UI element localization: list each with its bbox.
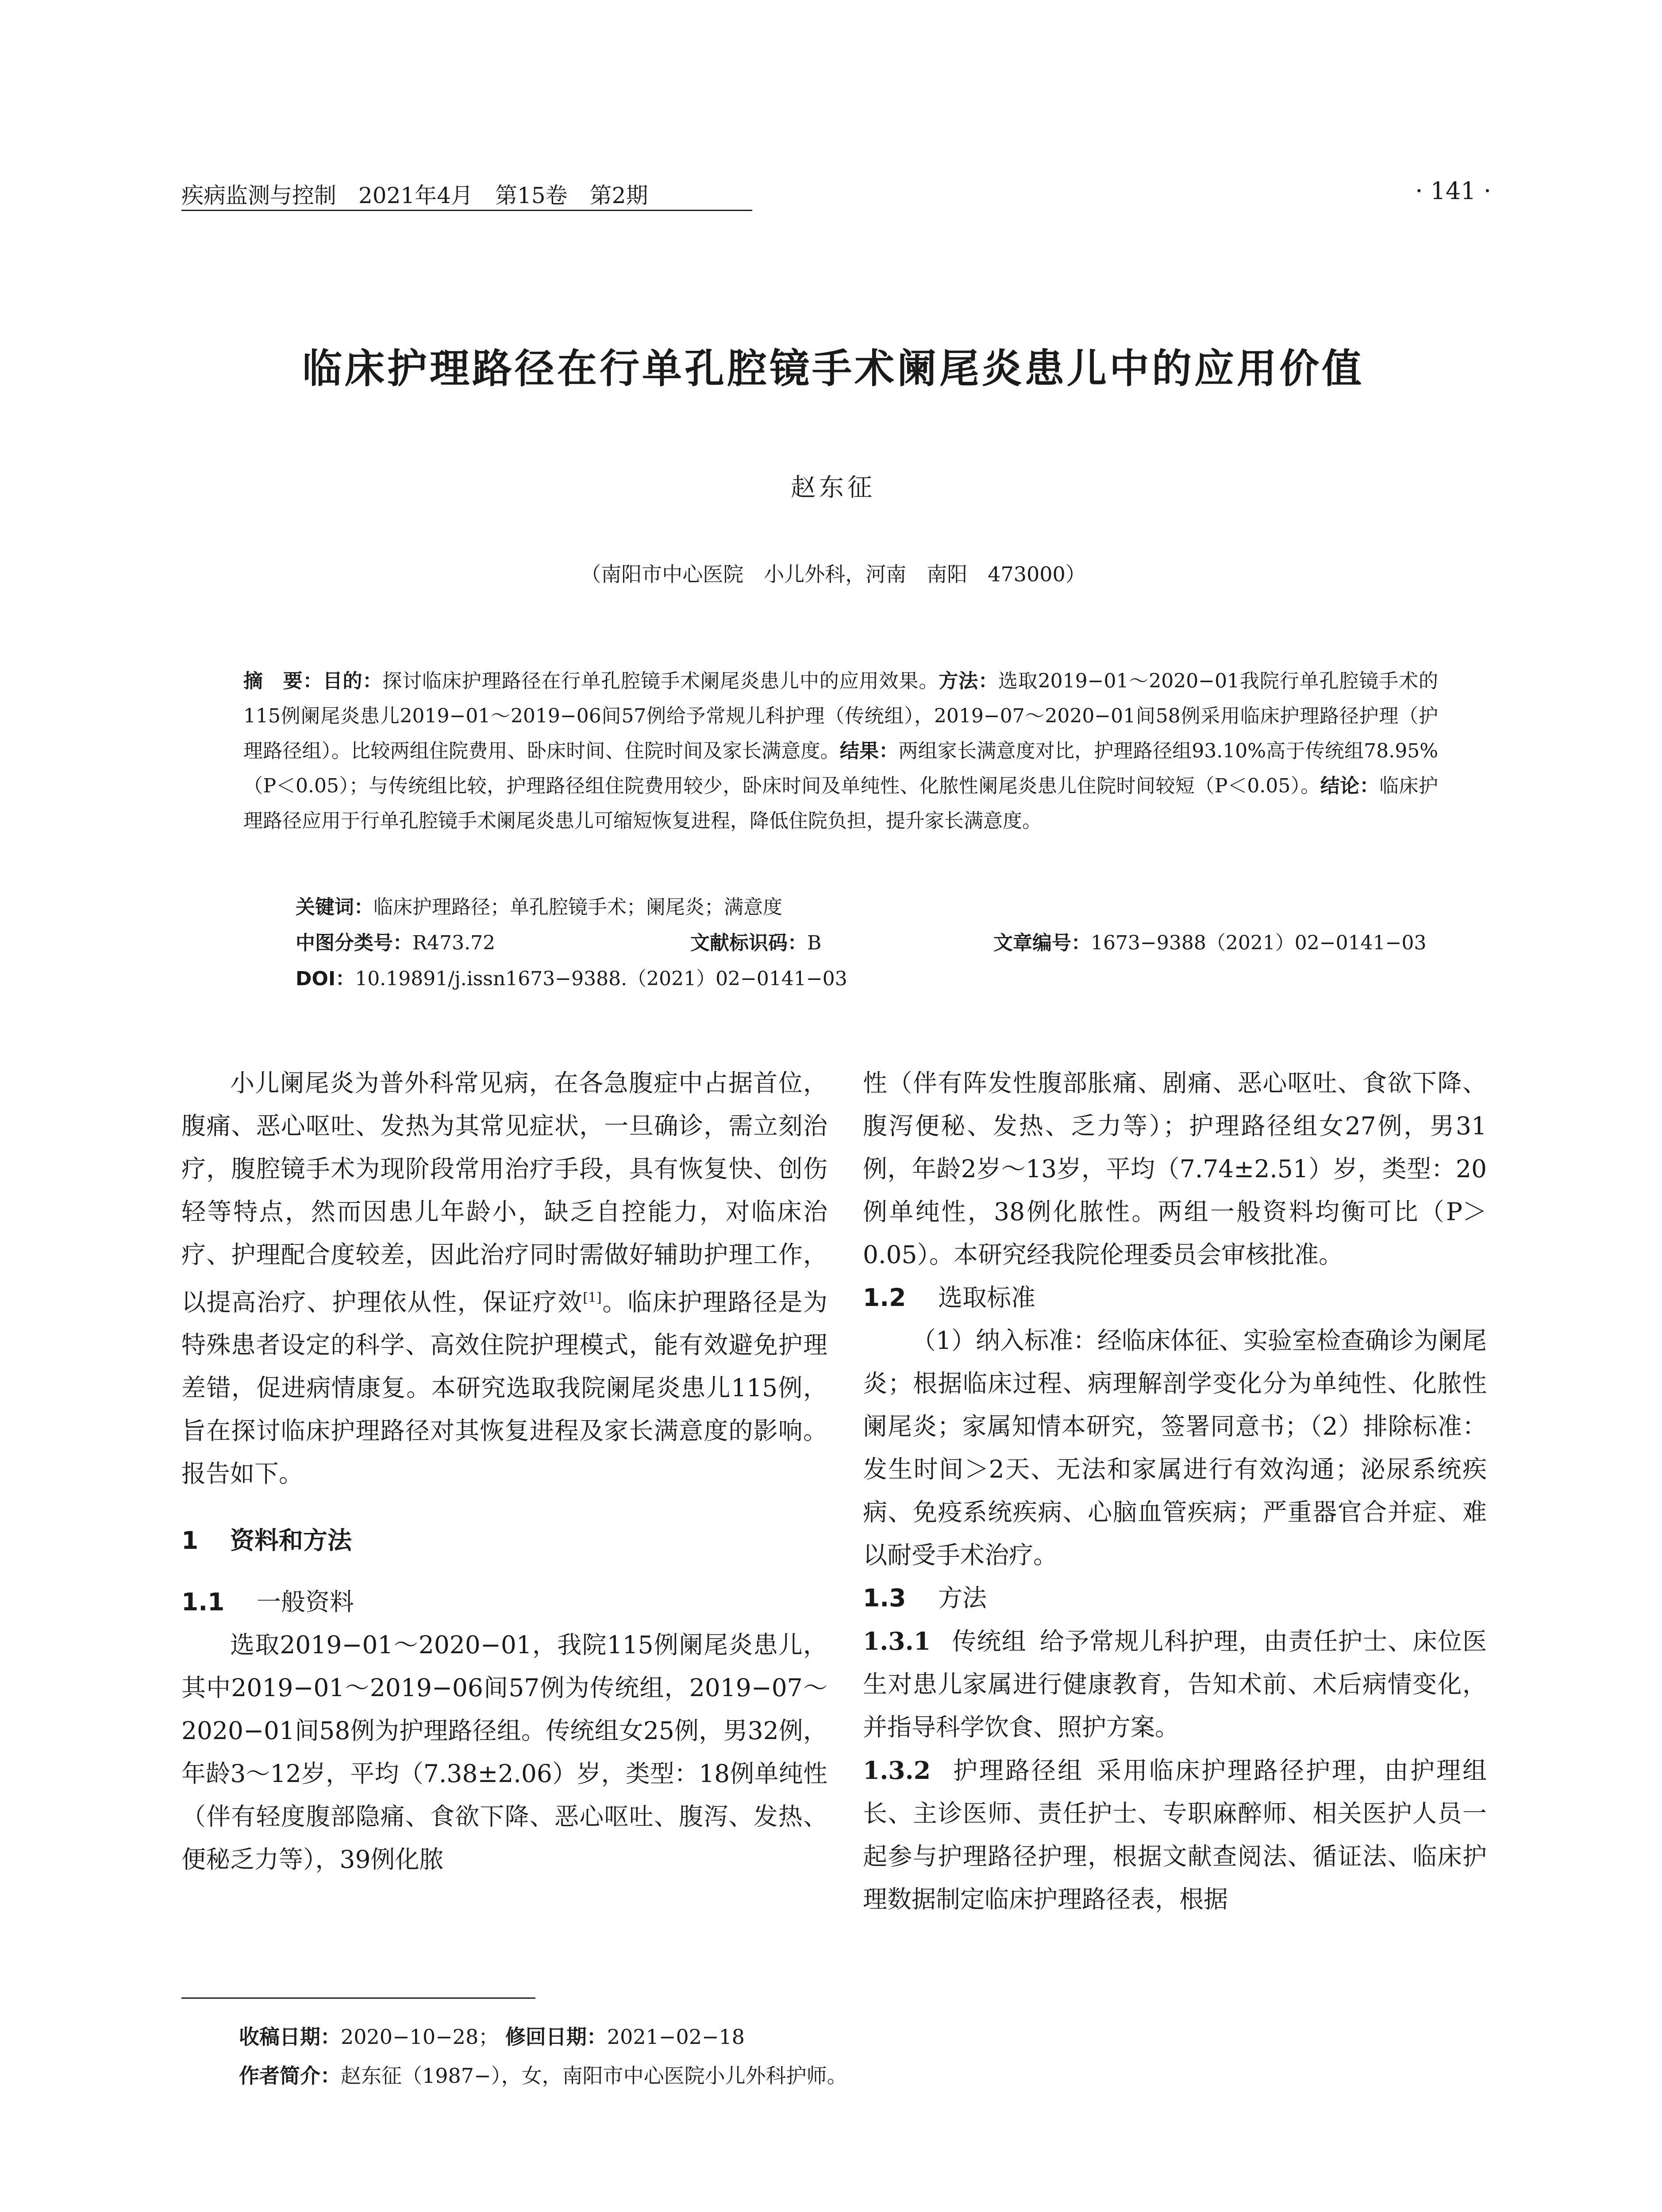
intro-paragraph: 小儿阑尾炎为普外科常见病，在各急腹症中占据首位，腹痛、恶心呕吐、发热为其常见症状，一旦确诊，需立刻治疗，腹腔镜手术为现阶段常用治疗手段，具有恢复快、创伤轻等特点，然而因患儿年龄小，缺乏自控能力，对临床治疗、护理配合度较差，因此治疗同时需做好辅助护理工作，以提高治疗、护理依从性，保证疗效[1]。临床护理路径是为特殊患者设定的科学、高效住院护理模式，能有效避免护理差错，促进病情康复。本研究选取我院阑尾炎患儿115例，旨在探讨临床护理路径对其恢复进程及家长满意度的影响。报告如下。 — [181, 1069, 827, 1488]
purpose-label: 目的： — [323, 670, 383, 692]
section-1-2-heading: 1.2 选取标准 — [863, 1283, 1036, 1312]
section-1-1-paragraph-cont: 性（伴有阵发性腹部胀痛、剧痛、恶心呕吐、食欲下降、腹泻便秘、发热、乏力等）；护理路径组女27例，男31例，年龄2岁～13岁，平均（7.74±2.51）岁，类型：20例单纯性，38例化脓性。两组一般资料均衡可比（P＞0.05）。本研究经我院伦理委员会审核批准。 — [863, 1069, 1487, 1269]
article-number — [993, 927, 1426, 955]
abstract-label: 摘 要： — [243, 670, 323, 692]
section-1-3-1-paragraph: 1.3.1 传统组 给予常规儿科护理，由责任护士、床位医生对患儿家属进行健康教育，告知术前、术后病情变化，并指导科学饮食、照护方案。 — [863, 1627, 1487, 1741]
section-1-3-heading: 1.3 方法 — [863, 1584, 987, 1612]
section-1-1-paragraph: 选取2019−01～2020−01，我院115例阑尾炎患儿，其中2019−01～2019−06间57例为传统组，2019−07～2020−01间58例为护理路径组。传统组女25例，男32例，年龄3～12岁，平均（7.38±2.06）岁，类型：18例单纯性（伴有轻度腹部隐痛、食欲下降、恶心呕吐、腹泻、发热、便秘乏力等），39例化脓 — [181, 1631, 827, 1874]
article-no-value: 1673−9388（2021）02−0141−03 — [1091, 932, 1427, 954]
clc-label: 中图分类号： — [296, 932, 412, 954]
running-head: 疾病监测与控制 2021年4月 第15卷 第2期 — [181, 183, 648, 208]
citation-ref[interactable]: [1] — [583, 1290, 602, 1306]
doc-code-value: B — [807, 932, 822, 954]
section-1-heading: 1 资料和方法 — [181, 1526, 352, 1555]
author-bio-line: 作者简介：赵东征（1987−），女，南阳市中心医院小儿外科护师。 — [239, 2064, 847, 2088]
doi-value[interactable]: 10.19891/j.issn1673−9388.（2021）02−0141−03 — [355, 968, 847, 990]
conclusion-text: 临床护理路径应用于行单孔腔镜手术阑尾炎患儿可缩短恢复进程，降低住院负担，提升家长满意度。 — [243, 775, 1438, 832]
affiliation: （南阳市中心医院 小儿外科，河南 南阳 473000） — [581, 562, 1086, 586]
method-text: 选取2019−01～2020−01我院行单孔腔镜手术的115例阑尾炎患儿2019−01～2019−06间57例给予常规儿科护理（传统组），2019−07～2020−01间58例采用临床护理路径护理（护理路径组）。比较两组住院费用、卧床时间、住院时间及家长满意度。 — [243, 670, 1439, 762]
header-rule — [181, 210, 752, 211]
abstract — [243, 664, 1438, 838]
keywords-text: 临床护理路径；单孔腔镜手术；阑尾炎；满意度 — [373, 896, 782, 918]
keywords-label: 关键词： — [296, 896, 373, 918]
received-date-line: 收稿日期：2020−10−28； 修回日期：2021−02−18 — [239, 2025, 745, 2049]
doi — [296, 963, 847, 991]
document-code — [690, 927, 821, 955]
conclusion-label: 结论： — [1320, 775, 1380, 797]
section-1-3-2-paragraph: 1.3.2 护理路径组 采用临床护理路径护理，由护理组长、主诊医师、责任护士、专职麻醉师、相关医护人员一起参与护理路径护理，根据文献查阅法、循证法、临床护理数据制定临床护理路径表，根据 — [863, 1756, 1487, 1913]
article-no-label: 文章编号： — [993, 932, 1091, 954]
clc-number — [296, 927, 495, 955]
page-number: · 141 · — [1415, 177, 1491, 205]
method-label: 方法： — [939, 670, 998, 692]
footnote-rule — [181, 1997, 535, 1999]
clc-value: R473.72 — [412, 932, 496, 954]
body-column-left — [181, 1062, 827, 1881]
footnotes — [239, 2017, 847, 2095]
doc-code-label: 文献标识码： — [690, 932, 807, 954]
body-column-right — [863, 1062, 1487, 1921]
author: 赵东征 — [791, 473, 876, 502]
article-title: 临床护理路径在行单孔腔镜手术阑尾炎患儿中的应用价值 — [302, 346, 1364, 392]
result-text: 两组家长满意度对比，护理路径组93.10%高于传统组78.95%（P＜0.05）；与传统组比较，护理路径组住院费用较少，卧床时间及单纯性、化脓性阑尾炎患儿住院时间较短（P＜0.05）。 — [243, 740, 1439, 797]
section-1-2-paragraph: （1）纳入标准：经临床体征、实验室检查确诊为阑尾炎；根据临床过程、病理解剖学变化分为单纯性、化脓性阑尾炎；家属知情本研究，签署同意书；（2）排除标准：发生时间＞2天、无法和家属进行有效沟通；泌尿系统疾病、免疫系统疾病、心脑血管疾病；严重器官合并症、难以耐受手术治疗。 — [863, 1326, 1487, 1569]
purpose-text: 探讨临床护理路径在行单孔腔镜手术阑尾炎患儿中的应用效果。 — [382, 670, 939, 692]
section-1-1-heading: 1.1 一般资料 — [181, 1588, 354, 1617]
result-label: 结果： — [839, 740, 899, 762]
doi-label: DOI： — [296, 968, 355, 990]
keywords — [296, 891, 782, 919]
